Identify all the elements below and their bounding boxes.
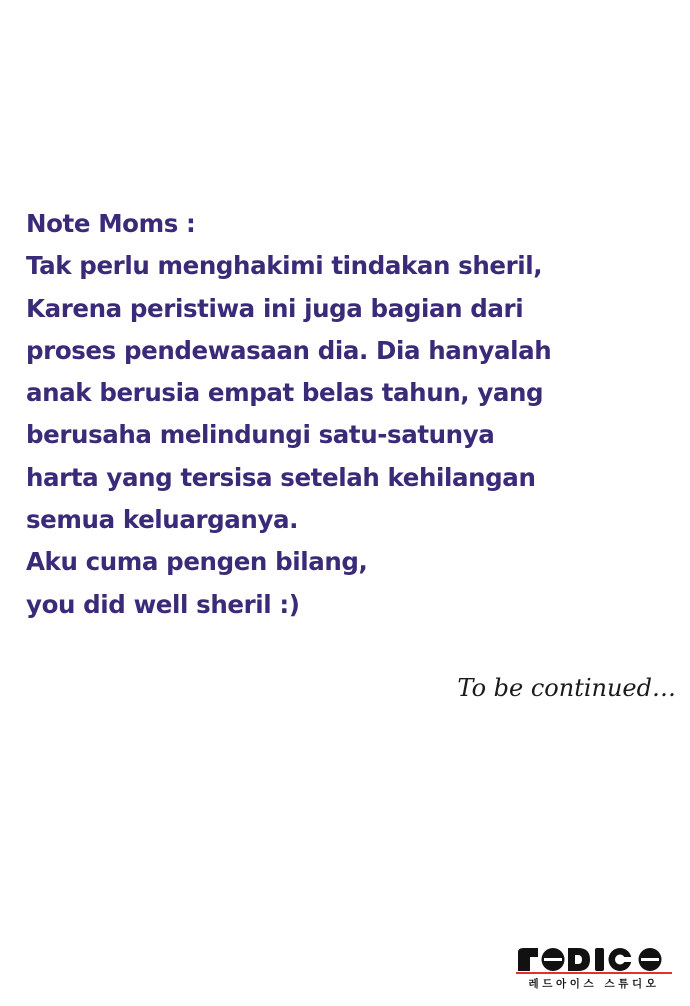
to-be-continued-text: To be continued…	[457, 674, 676, 702]
note-title: Note Moms :	[26, 209, 196, 238]
studio-logo	[516, 944, 672, 994]
note-line: Karena peristiwa ini juga bagian dari	[26, 293, 524, 323]
note-line: proses pendewasaan dia. Dia hanyalah	[26, 335, 552, 365]
note-line: berusaha melindungi satu-satunya	[26, 420, 495, 450]
author-note	[26, 203, 552, 626]
note-line: semua keluarganya.	[26, 505, 299, 535]
logo-subtitle: 레드아이스 스튜디오	[528, 978, 660, 990]
note-line: Aku cuma pengen bilang,	[26, 547, 368, 577]
note-line: you did well sheril :)	[26, 589, 300, 619]
note-line: anak berusia empat belas tahun, yang	[26, 378, 544, 408]
note-line: Tak perlu menghakimi tindakan sheril,	[26, 251, 543, 281]
redice-logo-mark	[516, 944, 672, 974]
note-line: harta yang tersisa setelah kehilangan	[26, 462, 536, 492]
